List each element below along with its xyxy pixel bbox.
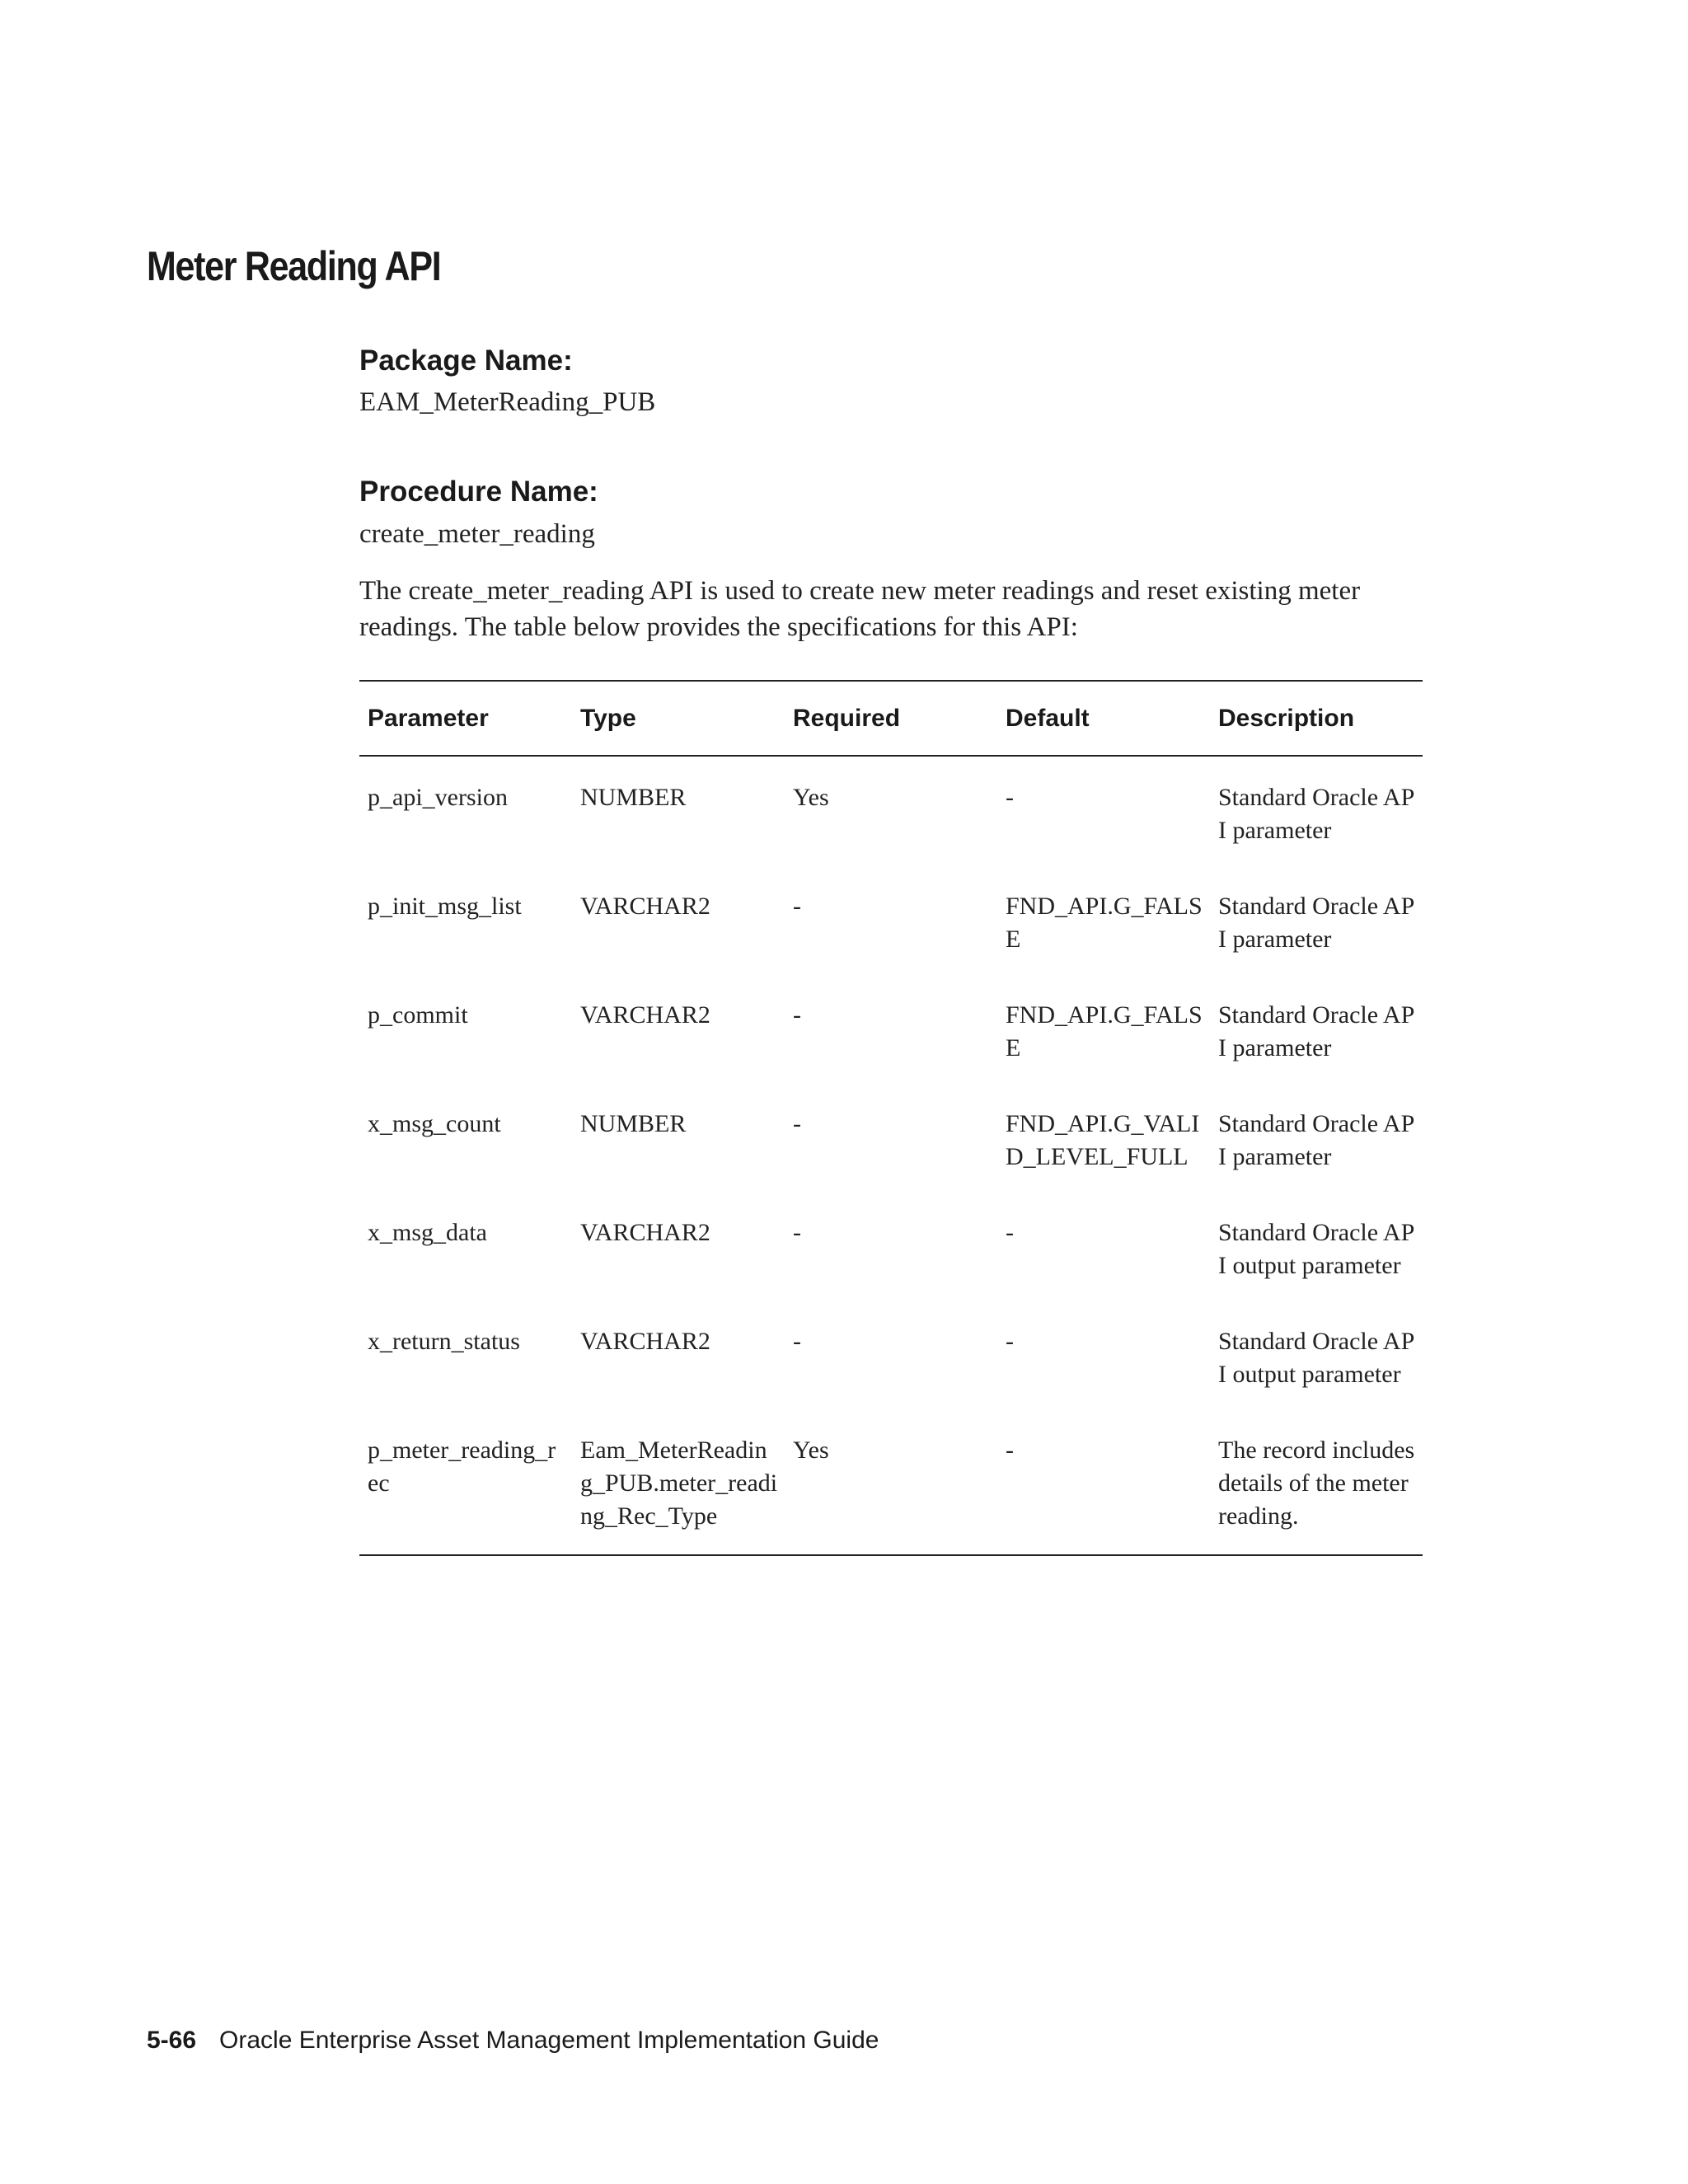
cell-parameter: x_msg_count <box>368 1110 501 1137</box>
cell-required: - <box>793 1219 801 1246</box>
section-title: Meter Reading API <box>147 243 441 289</box>
header-required: Required <box>785 681 997 756</box>
table-header-row <box>359 681 1423 756</box>
table-row <box>359 1086 1423 1195</box>
api-spec-table <box>359 680 1423 1556</box>
cell-parameter: x_msg_data <box>368 1219 487 1246</box>
cell-description: Standard Oracle API output parameter <box>1218 1219 1415 1279</box>
cell-required: - <box>793 1328 801 1355</box>
table-row <box>359 1195 1423 1304</box>
cell-default: - <box>1006 1328 1014 1355</box>
cell-description: The record includes details of the meter reading. <box>1218 1436 1415 1530</box>
table-row <box>359 756 1423 869</box>
table-row <box>359 1413 1423 1555</box>
cell-required: - <box>793 1001 801 1029</box>
cell-required: Yes <box>793 1436 829 1464</box>
cell-parameter: p_commit <box>368 1001 468 1029</box>
cell-parameter: p_meter_reading_rec <box>368 1436 556 1497</box>
table-row <box>359 1304 1423 1413</box>
cell-description: Standard Oracle API parameter <box>1218 893 1415 953</box>
header-parameter: Parameter <box>359 681 572 756</box>
cell-parameter: x_return_status <box>368 1328 520 1355</box>
procedure-name-label: Procedure Name: <box>359 476 598 508</box>
cell-type: NUMBER <box>580 784 687 811</box>
header-description: Description <box>1210 681 1423 756</box>
header-type: Type <box>572 681 785 756</box>
cell-required: Yes <box>793 784 829 811</box>
procedure-name-value: create_meter_reading <box>359 519 595 549</box>
cell-type: VARCHAR2 <box>580 1219 710 1246</box>
api-description: The create_meter_reading API is used to create new meter readings and reset existing meter readings. The table below provides the specifications for this API: <box>359 576 1361 642</box>
header-default: Default <box>997 681 1210 756</box>
cell-description: Standard Oracle API parameter <box>1218 1110 1415 1170</box>
cell-default: - <box>1006 784 1014 811</box>
cell-default: FND_API.G_VALID_LEVEL_FULL <box>1006 1110 1200 1170</box>
cell-default: - <box>1006 1436 1014 1464</box>
package-name-value: EAM_MeterReading_PUB <box>359 387 656 417</box>
page-footer <box>147 2027 879 2055</box>
cell-description: Standard Oracle API parameter <box>1218 1001 1415 1062</box>
cell-description: Standard Oracle API parameter <box>1218 784 1415 844</box>
cell-parameter: p_init_msg_list <box>368 893 522 920</box>
cell-type: Eam_MeterReading_PUB.meter_reading_Rec_Type <box>580 1436 778 1530</box>
cell-default: FND_API.G_FALSE <box>1006 1001 1203 1062</box>
cell-type: NUMBER <box>580 1110 687 1137</box>
cell-type: VARCHAR2 <box>580 1328 710 1355</box>
cell-required: - <box>793 893 801 920</box>
footer-book-title: Oracle Enterprise Asset Management Implementation Guide <box>219 2027 879 2054</box>
cell-default: FND_API.G_FALSE <box>1006 893 1203 953</box>
footer-page-number: 5-66 <box>147 2027 197 2054</box>
table-row <box>359 977 1423 1086</box>
cell-description: Standard Oracle API output parameter <box>1218 1328 1415 1388</box>
cell-required: - <box>793 1110 801 1137</box>
package-name-label: Package Name: <box>359 344 573 377</box>
cell-default: - <box>1006 1219 1014 1246</box>
cell-parameter: p_api_version <box>368 784 508 811</box>
cell-type: VARCHAR2 <box>580 893 710 920</box>
table-row <box>359 869 1423 977</box>
cell-type: VARCHAR2 <box>580 1001 710 1029</box>
